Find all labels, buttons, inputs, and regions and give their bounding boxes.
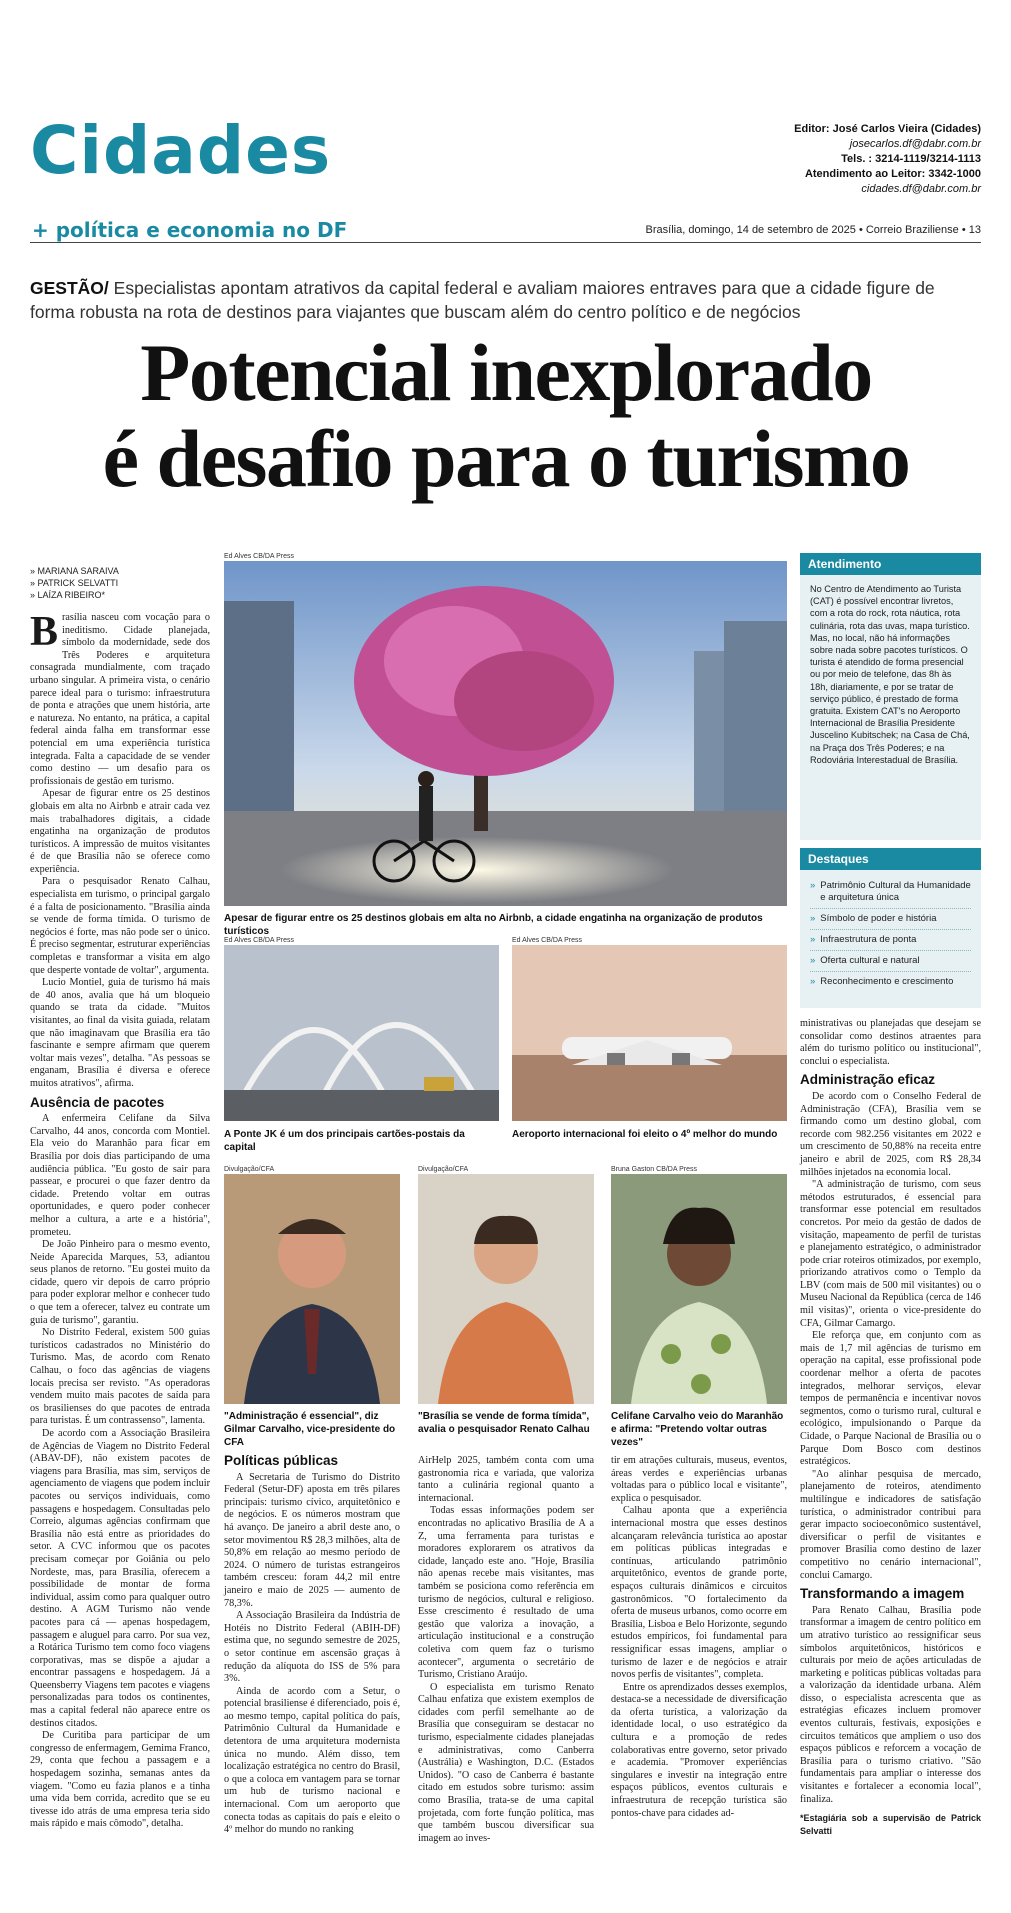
portrait-gilmar-image xyxy=(224,1174,400,1404)
kicker-tag: GESTÃO/ xyxy=(30,278,109,298)
editor-line: Editor: José Carlos Vieira (Cidades) xyxy=(794,123,981,135)
article-column-1 xyxy=(30,609,210,1830)
atendimento-text: No Centro de Atendimento ao Turista (CAT) é possível encontrar livretos, com a rota do rock, rota náutica, rota culinária, rota das uvas, mapa turístico. Mas, no local, não há informações sobre nada sobre pacotes turísticos. O turista é atendido de forma presencial ou por meio de telefone, das 8h às 18h, diariamente, e por se tratar de serviço público, é prestado de forma gratuita. Existem CAT's no Aeroporto Internacional de Brasília Presidente Juscelino Kubitschek; na Casa de Chá, na Praça dos Três Poderes; e na Rodoviária Interestadual de Brasília. xyxy=(810,584,970,765)
airplane-photo xyxy=(512,945,787,1121)
dropcap: B xyxy=(30,609,59,655)
portrait-renato-image xyxy=(418,1174,594,1404)
atendimento-title: Atendimento xyxy=(800,553,981,575)
paragraph: De João Pinheiro para o mesmo evento, Neide Aparecida Marques, 53, adiantou seus planos de retorno. "Eu gostei muito da cidade, quero vir depois de carro próprio para poder explorar melhor e conhecer tudo o que tem a oferecer, talvez eu contrate um guia de turismo", garantiu. xyxy=(30,1239,210,1326)
main-photo xyxy=(224,561,787,906)
arrow-icon: » xyxy=(810,976,816,987)
headline xyxy=(30,327,982,504)
sidebar-atendimento xyxy=(800,553,981,840)
subhead: Políticas públicas xyxy=(224,1453,339,1468)
photo-caption: Celifane Carvalho veio do Maranhão e afirma: "Pretendo voltar outras vezes" xyxy=(611,1411,784,1448)
paragraph: AirHelp 2025, também conta com uma gastronomia rica e variada, que valoriza tanto a culinária regional quanto a internacional. xyxy=(418,1455,594,1504)
paragraph: Todas essas informações podem ser encontradas no aplicativo Brasília de A a Z, uma ferramenta para turistas e moradores explorarem os atrativos da cidade, lançado este ano. "Hoje, Brasília não apenas recebe mais visitantes, mas também se posiciona como referência em turismo de negócios, cultural e religioso. Esse crescimento é resultado de uma gestão que valoriza a inovação, a articulação institucional e a construção coletiva com quem faz o turismo acontecer", argumenta o secretário de Turismo, Cristiano Araújo. xyxy=(418,1505,594,1681)
photo-caption: Aeroporto internacional foi eleito o 4º melhor do mundo xyxy=(512,1129,778,1140)
dateline: Brasília, domingo, 14 de setembro de 2025 • Correio Braziliense • 13 xyxy=(645,224,981,236)
headline-line-1: Potencial inexplorado xyxy=(140,327,872,418)
portrait-celifane-image xyxy=(611,1174,787,1404)
paragraph: No Distrito Federal, existem 500 guias turísticos cadastrados no Ministério do Turismo. Mas, de acordo com Renato Calhau, o foco das agências de viagens locais precisa ser revisto. "As operadoras vendem muito mais pacotes de saída para os brasilienses do que pacotes de entrada para turistas. É um contrassenso", lamenta. xyxy=(30,1327,210,1427)
list-item xyxy=(810,930,971,951)
editor-email[interactable]: josecarlos.df@dabr.com.br xyxy=(849,138,981,150)
section-title: Cidades xyxy=(30,112,332,189)
reader-service-line: Atendimento ao Leitor: 3342-1000 xyxy=(804,168,981,180)
subhead: Transformando a imagem xyxy=(800,1586,965,1602)
photo-caption: "Brasília se vende de forma tímida", avalia o pesquisador Renato Calhau xyxy=(418,1411,590,1435)
paragraph: De acordo com a Associação Brasileira de Agências de Viagem no Distrito Federal (ABAV-DF), não existem pacotes de viagens para Brasília, mas sim, serviços de agenciamento de viagens que podem incluir pacotes ou serviços individuais, como passagens e hospedagem. Consultadas pelo Correio, algumas agências confirmam que Brasília não está entre as prioridades do setor. A CVC informou que os pacotes precisam começar por Goiânia ou pelo Nordeste, mas, para Brasília, oferecem a possibilidade de montar de forma individual, assim como para qualquer outro destino. A AGM Turismo não vende pacotes para cá — apenas hospedagem, passagem e aluguel para carro. Por sua vez, a Rotárica Turismo tem como foco viagens corporativas, mas se dispõe a ajudar a encontrar passagens e hospedagem. Já a Queensberry Viagens tem pacotes e viagens personalizadas para todos os continentes, mas a capital federal não aparece entre os destinos citados. xyxy=(30,1428,210,1729)
byline xyxy=(30,565,210,601)
paragraph: Calhau aponta que a experiência internacional mostra que esses destinos alcançaram relevância turística ao apostar em políticas públicas integradas e contínuas, articulando patrimônio arquitetônico, eventos de grande porte, espaços culturais dinâmicos e circuitos gastronômicos. "O fortalecimento da oferta de museus urbanos, como ocorre em Brasília, Lisboa e Belo Horizonte, segundo estudos empíricos, foi fundamental para ressignificar essas imagens, ampliar o turismo de lazer e de negócios e atrair novos perfis de visitantes", completa. xyxy=(611,1505,787,1681)
photo-caption: Apesar de figurar entre os 25 destinos globais em alta no Airbnb, a cidade engatinha na organização de produtos turísticos xyxy=(224,913,763,937)
bridge-photo xyxy=(224,945,499,1121)
list-item xyxy=(810,876,971,909)
list-item-label: Oferta cultural e natural xyxy=(820,955,920,966)
section-subtitle: + política e economia no DF xyxy=(32,218,348,242)
photo-credit: Ed Alves CB/DA Press xyxy=(224,553,295,560)
bridge-jk-photo xyxy=(224,945,499,1121)
list-item xyxy=(810,951,971,972)
arrow-icon: » xyxy=(810,913,816,924)
phone-line: Tels. : 3214-1119/3214-1113 xyxy=(841,153,981,165)
paragraph: Entre os aprendizados desses exemplos, destaca-se a necessidade de diversificação da oferta turística, a valorização da identidade local, o uso estratégico da cultura e a promoção de redes colaborativas entre governo, setor privado e academia. "Promover experiências singulares e investir na integração entre espaços públicos, eventos culturais e infraestrutura de recepção turística são pontos-chave para cidades ad- xyxy=(611,1681,787,1819)
list-item xyxy=(810,909,971,930)
photo-credit: Bruna Gaston CB/DA Press xyxy=(611,1166,697,1173)
list-item-label: Patrimônio Cultural da Humanidade e arquitetura única xyxy=(820,880,971,903)
photo-credit: Divulgação/CFA xyxy=(418,1166,469,1173)
subhead: Ausência de pacotes xyxy=(30,1094,165,1110)
kicker xyxy=(30,276,982,324)
list-item-label: Reconhecimento e crescimento xyxy=(820,976,954,987)
photo-caption: A Ponte JK é um dos principais cartões-postais da capital xyxy=(224,1129,465,1153)
article-column-4 xyxy=(611,1455,787,1819)
arrow-icon: » xyxy=(810,880,816,891)
paragraph: A enfermeira Celifane da Silva Carvalho, 44 anos, concorda com Montiel. Ela veio do Maranhão para ficar em Brasília por dois dias participando de uma audiência pública. "Eu gosto de sair para passear, e procurei o que fazer dentro da cidade. Pretendo voltar em outras oportunidades, e quero poder conhecer melhor a cultura, a arte e a história", prometeu. xyxy=(30,1113,210,1238)
masthead-rule xyxy=(30,242,981,243)
paragraph: O especialista em turismo Renato Calhau enfatiza que existem exemplos de cidades com perfil semelhante ao de Brasília que conseguiram se destacar no turismo, especialmente cidades planejadas e administrativas, como Canberra (Austrália) e Washington, D.C. (Estados Unidos). "O caso de Canberra é bastante citado em estudos sobre turismo: assim como Brasília, trata-se de uma capital projetada, com forte função política, mas que também buscou diversificar sua imagem ao inves- xyxy=(418,1681,594,1844)
photo-credit: Ed Alves CB/DA Press xyxy=(512,937,583,944)
list-item-label: Infraestrutura de ponta xyxy=(820,934,917,945)
paragraph: "Ao alinhar pesquisa de mercado, planejamento de roteiros, atendimento multilíngue e indicadores de satisfação turística, o administrador contribui para gerar impacto socioeconômico sustentável, diversificar o perfil de visitantes e promover Brasília como destino de lazer competitivo no cenário internacional", conclui Camargo. xyxy=(800,1468,981,1581)
destaques-list xyxy=(800,870,981,998)
destaques-title: Destaques xyxy=(800,848,981,870)
airport-photo xyxy=(512,945,787,1121)
list-item xyxy=(810,972,971,992)
paragraph: Ainda de acordo com a Setur, o potencial brasiliense é diferenciado, pois é, ao mesmo tempo, capital política do país, Patrimônio Cultural da Humanidade e detentora de uma arquitetura modernista única no mundo. Além disso, tem localização estratégica no centro do Brasil, o que a coloca em vantagem para se tornar um hub de turismo nacional e internacional. Com um aeroporto que conecta todas as capitais do país e eleito o 4º melhor do mundo no ranking xyxy=(224,1685,400,1836)
paragraph: De Curitiba para participar de um congresso de enfermagem, Gemima Franco, 29, conta que fechou a passagem e a hospedagem sozinha, semanas antes da viagem. "Como eu fazia planos e a tinha uma vida bem corrida, acredito que se eu tivesse ido atrás de uma empresa teria sido mais rápido e mais cômodo", detalha. xyxy=(30,1730,210,1830)
ipe-tree-photo xyxy=(224,561,787,906)
kicker-text: Especialistas apontam atrativos da capital federal e avaliam maiores entraves para que a cidade figure de forma robusta na rota de destinos para viajantes que buscam além do centro político e de negócios xyxy=(30,278,935,322)
paragraph: Ele reforça que, em conjunto com as mais de 1,7 mil agências de turismo em operação na capital, esse profissional pode coordenar melhor a oferta de pacotes integrados, melhorar serviços, elevar tempos de permanência e incentivar novos segmentos, como o turismo rural, cultural e ecológico, impulsionando o Parque da Cidade, o Parque Nacional de Brasília ou o Parque Dom Bosco com destinos estratégicos. xyxy=(800,1330,981,1468)
photo-credit: Divulgação/CFA xyxy=(224,1166,275,1173)
photo-caption: "Administração é essencial", diz Gilmar Carvalho, vice-presidente do CFA xyxy=(224,1411,396,1448)
paragraph: A Secretaria de Turismo do Distrito Federal (Setur-DF) aposta em três pilares principais: turismo cívico, arquitetônico e de negócios. E os números mostram que há avanço. De janeiro a abril deste ano, o setor movimentou R$ 28,3 milhões, alta de 50,8% em relação ao mesmo período de 2024. O número de turistas estrangeiros também cresceu: foram 44,2 mil entre janeiro e maio de 2025 — aumento de 78,3%. xyxy=(224,1471,400,1609)
arrow-icon: » xyxy=(810,955,816,966)
paragraph: A Associação Brasileira da Indústria de Hotéis no Distrito Federal (ABIH-DF) estima que, no segundo semestre de 2025, o setor continue em ascensão graças à redução da alíquota do ISS de 5% para 3%. xyxy=(224,1610,400,1685)
paragraph: "A administração de turismo, com seus métodos estruturados, é essencial para transformar esse potencial em resultados concretos. Por meio da gestão de dados de visitação, mapeamento de perfil de turistas e planejamento estratégico, o administrador pode criar roteiros otimizados, por exemplo, priorizando atrativos como o Templo da LBV (com mais de 500 mil visitantes) ou o Museu Nacional da República (cerca de 146 mil visitas)", orienta o vice-presidente do CFA, Gilmar Camargo. xyxy=(800,1179,981,1329)
paragraph: Para Renato Calhau, Brasília pode transformar a imagem de centro político em um atrativo turístico ao ressignificar seus símbolos arquitetônicos, históricos e culturais por meio de ações articuladas de marketing e políticas públicas voltadas para a valorização da identidade urbana. Além disso, o especialista acrescenta que as estratégias eficazes incluem promover eventos culturais, festivais, exposições e circuitos temáticos que ampliem o uso dos espaços públicos e reforcem a vocação de Brasília para o turismo criativo. "São fundamentais para ampliar o interesse dos visitantes e fortalecer a economia local", finaliza. xyxy=(800,1604,981,1805)
article-column-3 xyxy=(418,1455,594,1844)
byline-author: » MARIANA SARAIVA xyxy=(30,566,119,576)
article-column-5 xyxy=(800,1018,981,1836)
list-item-label: Símbolo de poder e história xyxy=(820,913,937,924)
paragraph: tir em atrações culturais, museus, eventos, áreas verdes e experiências urbanas voltadas para o público local e visitante", explica o pesquisador. xyxy=(611,1455,787,1504)
paragraph: ministrativas ou planejadas que desejam se consolidar como destinos atraentes para além do turismo político ou institucional", conclui o especialista. xyxy=(800,1018,981,1067)
arrow-icon: » xyxy=(810,934,816,945)
editor-info xyxy=(794,122,981,197)
sidebar-destaques xyxy=(800,848,981,1008)
paragraph: De acordo com o Conselho Federal de Administração (CFA), Brasília vem se firmando como um destino global, com recorde com 982.256 visitantes em 2022 e um crescimento de 50,88% na receita entre janeiro e abril de 2025, com R$ 28,34 milhões injetados na economia local. xyxy=(800,1090,981,1178)
byline-author: » PATRICK SELVATTI xyxy=(30,578,119,588)
byline-author: » LAÍZA RIBEIRO* xyxy=(30,590,106,600)
portrait-renato xyxy=(418,1174,594,1404)
section-email[interactable]: cidades.df@dabr.com.br xyxy=(861,183,981,195)
article-column-2 xyxy=(224,1453,400,1836)
paragraph: Lucio Montiel, guia de turismo há mais de 40 anos, avalia que há um bloqueio quando se trata da cidade. "Muitos visitantes, ao final da visita guiada, relatam que não imaginavam que Brasília era tão fascinante e sempre afirmam que querem voltar mais vezes", detalha. "As pessoas se enganam, Brasília é diversa e oferece muitos atrativos", afirma. xyxy=(30,977,210,1089)
footnote: *Estagiária sob a supervisão de Patrick Selvatti xyxy=(800,1813,981,1836)
paragraph: Para o pesquisador Renato Calhau, especialista em turismo, o principal gargalo é a falta de posicionamento. "Brasília ainda se vende de forma tímida. O turismo de negócios é forte, mas não pode ser o único. É preciso segmentar, estruturar experiências completas e transformar a visita em algo que desperte vontade de voltar", argumenta. xyxy=(30,876,210,976)
paragraph: rasília nasceu com vocação para o ineditismo. Cidade planejada, símbolo da modernidade, sede dos Três Poderes e arquitetura consagrada mundialmente, com traçado urbano singular. A primeira vista, o cenário parece ideal para o turismo: infraestrutura de ponta e atrações que unem história, arte e natureza. No entanto, na prática, a capital federal ainda falha em transformar esse potencial em uma experiência turística integrada. Falta a capacidade de se vender como destino — um desafio para os profissionais de gestão em turismo. xyxy=(30,612,210,787)
headline-line-2: é desafio para o turismo xyxy=(102,413,910,504)
paragraph: Apesar de figurar entre os 25 destinos globais em alta no Airbnb e atrair cada vez mais trabalhadores digitais, a cidade engatinha na organização de produtos turísticos. A impressão de muitos visitantes é de que Brasília não se oferece como experiência. xyxy=(30,788,210,875)
photo-credit: Ed Alves CB/DA Press xyxy=(224,937,295,944)
subhead: Administração eficaz xyxy=(800,1072,936,1088)
portrait-gilmar xyxy=(224,1174,400,1404)
portrait-celifane xyxy=(611,1174,787,1404)
